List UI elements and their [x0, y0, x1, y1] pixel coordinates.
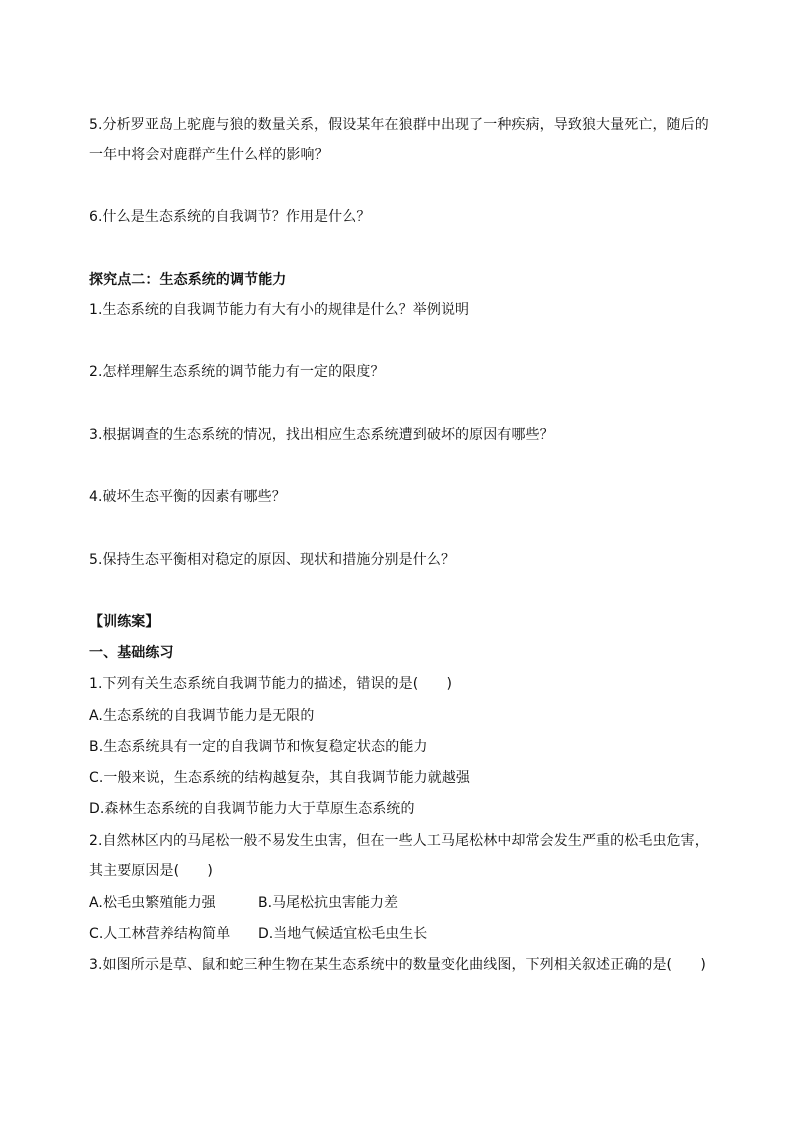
- practice-question-1-stem: 1.下列有关生态系统自我调节能力的描述，错误的是( ): [89, 676, 453, 692]
- basic-practice-title: 一、基础练习: [89, 645, 174, 661]
- practice-question-2-stem-line-2: 其主要原因是( ): [89, 863, 213, 879]
- practice-question-3-stem: 3.如图所示是草、鼠和蛇三种生物在某生态系统中的数量变化曲线图，下列相关叙述正确的是( ): [89, 957, 706, 973]
- practice-question-2-option-b: B.马尾松抗虫害能力差: [258, 895, 399, 911]
- point-2-question-1: 1.生态系统的自我调节能力有大有小的规律是什么？举例说明: [89, 302, 470, 318]
- question-5-line-2: 一年中将会对鹿群产生什么样的影响？: [89, 147, 329, 163]
- practice-question-2-option-c: C.人工林营养结构简单: [89, 926, 231, 942]
- point-2-question-2: 2.怎样理解生态系统的调节能力有一定的限度？: [89, 364, 385, 380]
- practice-question-1-option-b: B.生态系统具有一定的自我调节和恢复稳定状态的能力: [89, 739, 428, 755]
- exploration-point-2-title: 探究点二：生态系统的调节能力: [89, 272, 287, 288]
- practice-question-1-option-d: D.森林生态系统的自我调节能力大于草原生态系统的: [89, 801, 415, 817]
- training-section-title: 【训练案】: [89, 614, 160, 630]
- question-5-line-1: 5.分析罗亚岛上驼鹿与狼的数量关系，假设某年在狼群中出现了一种疾病，导致狼大量死亡，随后的: [89, 117, 709, 133]
- practice-question-2-stem-line-1: 2.自然林区内的马尾松一般不易发生虫害，但在一些人工马尾松林中却常会发生严重的松毛虫危害，: [89, 833, 709, 849]
- practice-question-2-option-a: A.松毛虫繁殖能力强: [89, 895, 216, 911]
- point-2-question-4: 4.破坏生态平衡的因素有哪些？: [89, 489, 286, 505]
- practice-question-1-option-c: C.一般来说，生态系统的结构越复杂，其自我调节能力就越强: [89, 770, 471, 786]
- point-2-question-5: 5.保持生态平衡相对稳定的原因、现状和措施分别是什么？: [89, 552, 456, 568]
- practice-question-1-option-a: A.生态系统的自我调节能力是无限的: [89, 708, 315, 724]
- practice-question-2-option-d: D.当地气候适宜松毛虫生长: [258, 926, 428, 942]
- question-6: 6.什么是生态系统的自我调节？作用是什么？: [89, 209, 371, 225]
- point-2-question-3: 3.根据调查的生态系统的情况，找出相应生态系统遭到破坏的原因有哪些？: [89, 427, 554, 443]
